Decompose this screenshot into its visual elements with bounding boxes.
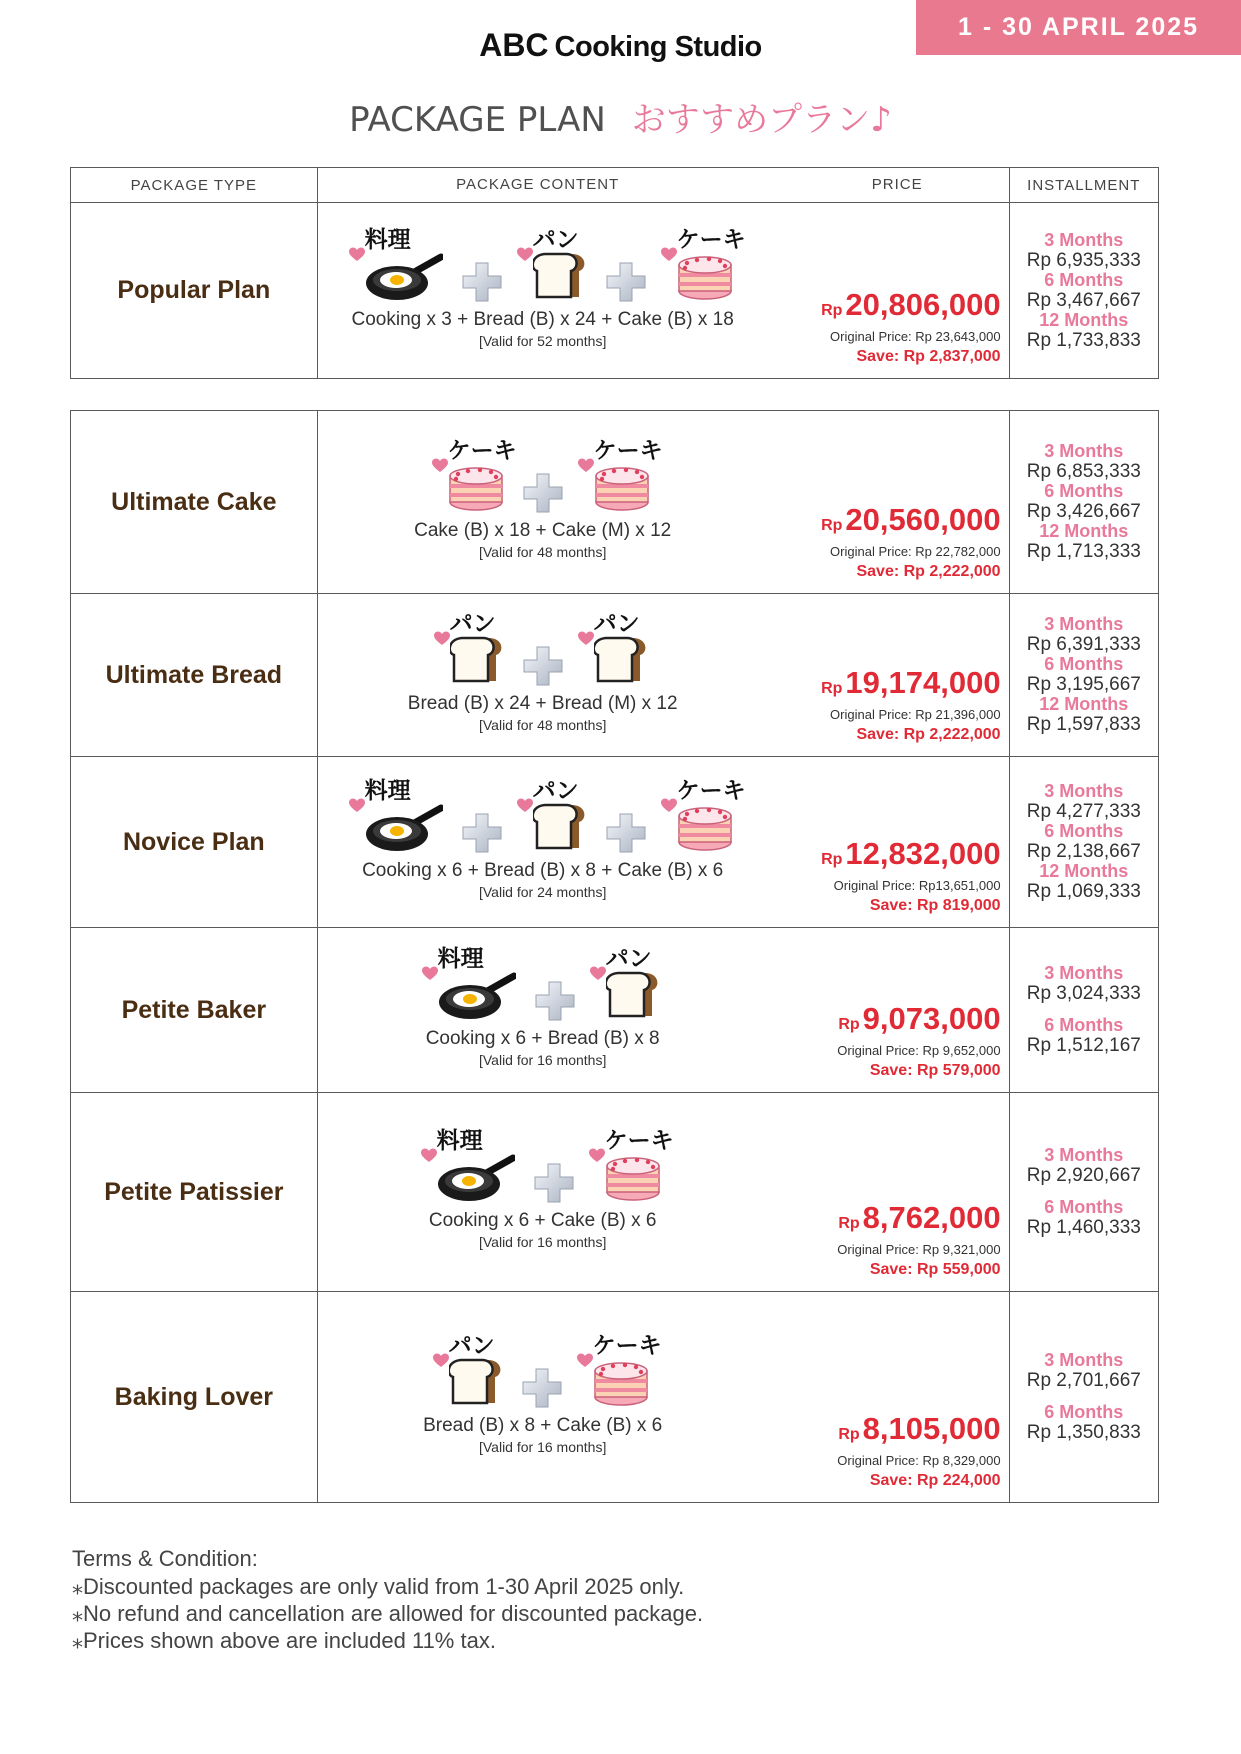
savings: Save: Rp 224,000 — [869, 1472, 1001, 1489]
cake-label: ケーキ — [593, 438, 663, 464]
plan-row — [71, 757, 1159, 928]
installment-term: 3 Months — [1044, 614, 1124, 634]
installment-amount: Rp 1,069,333 — [1026, 881, 1141, 902]
installment-option — [1010, 311, 1158, 351]
cake-icon — [677, 802, 733, 856]
savings: Save: Rp 819,000 — [869, 897, 1001, 914]
cooking-item — [422, 940, 520, 1024]
installment-amount: Rp 1,460,333 — [1026, 1217, 1141, 1238]
installment-option — [1010, 862, 1158, 902]
original-price: Original Price: Rp 22,782,000 — [830, 544, 1001, 559]
installment-amount: Rp 6,935,333 — [1026, 249, 1141, 271]
installment-amount: Rp 2,138,667 — [1026, 841, 1141, 862]
page-title-en: PACKAGE PLAN — [349, 100, 606, 140]
installment-term: 3 Months — [1044, 781, 1124, 801]
brand-logo — [0, 27, 1241, 64]
installment-option — [1010, 964, 1158, 1004]
bread-icon — [606, 970, 660, 1022]
bread-icon — [449, 1357, 503, 1409]
cake-icon — [594, 462, 650, 516]
installment-term: 6 Months — [1044, 481, 1124, 501]
currency-label: Rp — [838, 1016, 860, 1033]
bread-label: パン — [449, 611, 496, 637]
price-value: 8,105,000 — [862, 1411, 1001, 1446]
plus-icon — [522, 472, 564, 518]
price-value: 19,174,000 — [845, 665, 1001, 700]
bread-item — [434, 605, 508, 689]
installment-amount: Rp 1,597,833 — [1026, 714, 1141, 735]
validity-period: [Valid for 24 months] — [478, 884, 607, 900]
bread-label: パン — [605, 946, 652, 972]
cooking-label: 料理 — [436, 1128, 483, 1154]
package-description: Cooking x 6 + Cake (B) x 6 — [428, 1210, 657, 1231]
installment-option — [1010, 615, 1158, 655]
installment-term: 6 Months — [1044, 269, 1124, 290]
discounted-price — [821, 503, 1000, 543]
cooking-label: 料理 — [364, 227, 411, 253]
installment-term: 3 Months — [1044, 1145, 1124, 1165]
installment-option — [1010, 1146, 1158, 1186]
price-block — [821, 666, 1000, 746]
bread-item — [517, 772, 591, 856]
bread-label: パン — [593, 611, 640, 637]
cake-label: ケーキ — [604, 1128, 674, 1154]
column-header-price: PRICE — [871, 176, 923, 193]
installment-term: 12 Months — [1039, 521, 1129, 541]
discounted-price — [837, 1002, 1000, 1042]
installment-term: 12 Months — [1039, 694, 1129, 714]
installment-cell — [1009, 1292, 1158, 1503]
column-header-content-price — [317, 168, 1009, 203]
plan-name: Petite Baker — [71, 928, 318, 1093]
installment-term: 3 Months — [1044, 229, 1124, 250]
installment-amount: Rp 1,733,833 — [1026, 329, 1141, 351]
installment-option — [1010, 1016, 1158, 1056]
plan-name: Baking Lover — [71, 1292, 318, 1503]
bread-icon — [533, 251, 587, 303]
package-description: Cake (B) x 18 + Cake (M) x 12 — [414, 520, 672, 541]
installment-amount: Rp 4,277,333 — [1026, 801, 1141, 822]
installment-term: 6 Months — [1044, 1015, 1124, 1035]
column-header-type: PACKAGE TYPE — [71, 168, 318, 203]
currency-label: Rp — [838, 1215, 860, 1232]
price-block — [821, 837, 1000, 917]
cooking-icon — [438, 970, 516, 1026]
installment-option — [1010, 1403, 1158, 1443]
installment-amount: Rp 3,467,667 — [1026, 289, 1141, 311]
package-description: Cooking x 3 + Bread (B) x 24 + Cake (B) x 18 — [351, 309, 734, 330]
discounted-price — [821, 837, 1000, 877]
plus-icon — [605, 261, 647, 307]
installment-option — [1010, 522, 1158, 562]
original-price: Original Price: Rp 23,643,000 — [830, 329, 1001, 344]
bread-label: パン — [532, 227, 579, 253]
plus-icon — [521, 1367, 563, 1413]
price-value: 9,073,000 — [862, 1001, 1001, 1036]
plus-icon — [533, 1162, 575, 1208]
bread-icon — [594, 635, 648, 687]
plan-name: Ultimate Cake — [71, 411, 318, 594]
cooking-label: 料理 — [364, 778, 411, 804]
installment-term: 3 Months — [1044, 441, 1124, 461]
savings: Save: Rp 2,837,000 — [856, 348, 1001, 365]
price-block — [821, 288, 1000, 368]
price-value: 20,806,000 — [845, 287, 1001, 322]
plan-row — [71, 928, 1159, 1093]
terms-title: Terms & Condition: — [72, 1546, 258, 1571]
package-description: Cooking x 6 + Bread (B) x 8 + Cake (B) x 6 — [362, 860, 724, 881]
validity-period: [Valid for 48 months] — [478, 717, 607, 733]
currency-label: Rp — [821, 302, 843, 319]
price-block — [837, 1201, 1000, 1281]
cake-item — [578, 432, 663, 516]
date-badge: 1 - 30 APRIL 2025 — [916, 0, 1241, 55]
installment-amount: Rp 2,920,667 — [1026, 1165, 1141, 1186]
package-description: Bread (B) x 24 + Bread (M) x 12 — [407, 693, 678, 714]
plans-table — [70, 410, 1159, 1503]
brand-abc: ABC — [479, 27, 549, 63]
currency-label: Rp — [821, 680, 843, 697]
validity-period: [Valid for 16 months] — [478, 1439, 607, 1455]
installment-option — [1010, 482, 1158, 522]
cake-icon — [593, 1357, 649, 1411]
plan-row — [71, 594, 1159, 757]
installment-option — [1010, 442, 1158, 482]
savings: Save: Rp 2,222,000 — [856, 563, 1001, 580]
plan-content-cell — [317, 757, 1009, 928]
installment-amount: Rp 2,701,667 — [1026, 1370, 1141, 1391]
plus-icon — [534, 980, 576, 1026]
original-price: Original Price: Rp 9,321,000 — [837, 1242, 1001, 1257]
installment-amount: Rp 1,350,833 — [1026, 1422, 1141, 1443]
page-title — [0, 92, 1241, 141]
cake-label: ケーキ — [592, 1333, 662, 1359]
installment-option — [1010, 1198, 1158, 1238]
terms-item: ⁎ Prices shown above are included 11% tax. — [72, 1627, 703, 1654]
installment-amount: Rp 3,195,667 — [1026, 674, 1141, 695]
cake-label: ケーキ — [447, 438, 517, 464]
installment-term: 12 Months — [1039, 861, 1129, 881]
installment-amount: Rp 6,391,333 — [1026, 634, 1141, 655]
original-price: Original Price: Rp 8,329,000 — [837, 1453, 1001, 1468]
discounted-price — [821, 666, 1000, 706]
price-value: 8,762,000 — [862, 1200, 1001, 1235]
price-value: 20,560,000 — [845, 502, 1001, 537]
plan-content-cell — [317, 928, 1009, 1093]
cooking-item — [349, 221, 447, 305]
cooking-icon — [437, 1152, 515, 1208]
plan-row — [71, 203, 1159, 379]
installment-amount: Rp 3,426,667 — [1026, 501, 1141, 522]
plan-content-cell — [317, 203, 1009, 379]
installment-cell — [1009, 928, 1158, 1093]
installment-cell — [1009, 594, 1158, 757]
plus-icon — [461, 261, 503, 307]
cooking-label: 料理 — [437, 946, 484, 972]
cooking-item — [349, 772, 447, 856]
plan-name: Ultimate Bread — [71, 594, 318, 757]
installment-term: 12 Months — [1039, 309, 1129, 330]
page-title-jp: おすすめプラン♪ — [631, 100, 892, 140]
original-price: Original Price: Rp 9,652,000 — [837, 1043, 1001, 1058]
cooking-icon — [365, 802, 443, 858]
terms-and-conditions — [72, 1545, 703, 1654]
plan-name: Petite Patissier — [71, 1093, 318, 1292]
package-description: Bread (B) x 8 + Cake (B) x 6 — [423, 1415, 663, 1436]
installment-option — [1010, 782, 1158, 822]
installment-amount: Rp 1,713,333 — [1026, 541, 1141, 562]
installment-cell — [1009, 1093, 1158, 1292]
plus-icon — [461, 812, 503, 858]
plan-content-cell — [317, 411, 1009, 594]
bread-item — [433, 1327, 507, 1411]
installment-cell — [1009, 411, 1158, 594]
savings: Save: Rp 2,222,000 — [856, 726, 1001, 743]
validity-period: [Valid for 16 months] — [478, 1052, 607, 1068]
installment-option — [1010, 695, 1158, 735]
plan-row — [71, 411, 1159, 594]
package-description: Cooking x 6 + Bread (B) x 8 — [425, 1028, 660, 1049]
installment-term: 6 Months — [1044, 1197, 1124, 1217]
plus-icon — [605, 812, 647, 858]
cake-icon — [605, 1152, 661, 1206]
cake-label: ケーキ — [676, 778, 746, 804]
discounted-price — [837, 1201, 1000, 1241]
savings: Save: Rp 559,000 — [869, 1261, 1001, 1278]
installment-term: 6 Months — [1044, 821, 1124, 841]
bread-icon — [450, 635, 504, 687]
plan-content-cell — [317, 1093, 1009, 1292]
plan-content-cell — [317, 1292, 1009, 1503]
currency-label: Rp — [838, 1426, 860, 1443]
currency-label: Rp — [821, 851, 843, 868]
terms-item: ⁎ No refund and cancellation are allowed for discounted package. — [72, 1600, 703, 1627]
installment-term: 6 Months — [1044, 1402, 1124, 1422]
installment-option — [1010, 231, 1158, 271]
cake-item — [661, 221, 746, 305]
bread-item — [578, 605, 652, 689]
currency-label: Rp — [821, 517, 843, 534]
table-header-row — [71, 168, 1159, 203]
installment-amount: Rp 3,024,333 — [1026, 983, 1141, 1004]
plan-row — [71, 1093, 1159, 1292]
installment-option — [1010, 271, 1158, 311]
installment-term: 3 Months — [1044, 1350, 1124, 1370]
price-block — [837, 1002, 1000, 1082]
validity-period: [Valid for 48 months] — [478, 544, 607, 560]
plan-name: Popular Plan — [71, 203, 318, 379]
cake-icon — [448, 462, 504, 516]
original-price: Original Price: Rp13,651,000 — [833, 878, 1001, 893]
cake-item — [589, 1122, 674, 1206]
cooking-icon — [365, 251, 443, 307]
plan-name: Novice Plan — [71, 757, 318, 928]
brand-name: Cooking Studio — [554, 31, 762, 63]
validity-period: [Valid for 52 months] — [478, 333, 607, 349]
cake-item — [432, 432, 517, 516]
bread-label: パン — [448, 1333, 495, 1359]
validity-period: [Valid for 16 months] — [478, 1234, 607, 1250]
original-price: Original Price: Rp 21,396,000 — [830, 707, 1001, 722]
installment-term: 3 Months — [1044, 963, 1124, 983]
installment-option — [1010, 655, 1158, 695]
installment-amount: Rp 1,512,167 — [1026, 1035, 1141, 1056]
price-block — [837, 1412, 1000, 1492]
popular-plan-table — [70, 167, 1159, 379]
installment-option — [1010, 1351, 1158, 1391]
price-block — [821, 503, 1000, 583]
savings: Save: Rp 579,000 — [869, 1062, 1001, 1079]
installment-option — [1010, 822, 1158, 862]
bread-item — [590, 940, 664, 1024]
cake-item — [661, 772, 746, 856]
discounted-price — [821, 288, 1000, 328]
cake-label: ケーキ — [676, 227, 746, 253]
installment-cell — [1009, 757, 1158, 928]
price-value: 12,832,000 — [845, 836, 1001, 871]
installment-amount: Rp 6,853,333 — [1026, 461, 1141, 482]
installment-cell — [1009, 203, 1158, 379]
installment-term: 6 Months — [1044, 654, 1124, 674]
cooking-item — [421, 1122, 519, 1206]
bread-item — [517, 221, 591, 305]
plan-row — [71, 1292, 1159, 1503]
cake-item — [577, 1327, 662, 1411]
column-header-content: PACKAGE CONTENT — [456, 176, 620, 193]
column-header-installment: INSTALLMENT — [1009, 168, 1158, 203]
bread-label: パン — [532, 778, 579, 804]
plan-content-cell — [317, 594, 1009, 757]
bread-icon — [533, 802, 587, 854]
terms-item: ⁎ Discounted packages are only valid from 1-30 April 2025 only. — [72, 1573, 703, 1600]
discounted-price — [837, 1412, 1000, 1452]
plus-icon — [522, 645, 564, 691]
cake-icon — [677, 251, 733, 305]
